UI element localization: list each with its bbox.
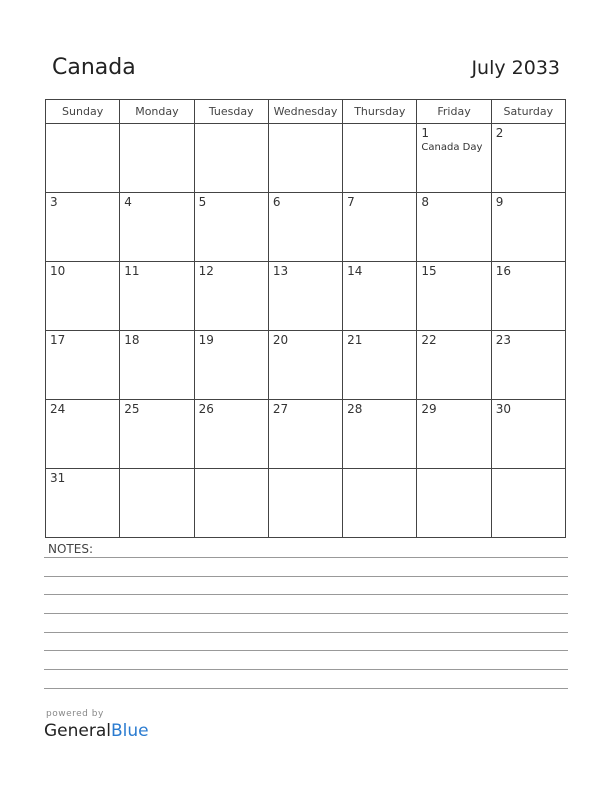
day-cell <box>343 262 417 331</box>
day-cell <box>194 331 268 400</box>
week-row <box>46 124 566 193</box>
weekday-header-row <box>46 100 566 124</box>
day-number: 12 <box>198 264 214 278</box>
day-number: 31 <box>50 471 66 485</box>
brand-blue: Blue <box>111 721 149 741</box>
day-number: 13 <box>272 264 289 278</box>
country-title: Canada <box>52 55 136 80</box>
day-cell <box>120 124 194 193</box>
day-cell <box>46 469 120 538</box>
note-line <box>44 576 568 577</box>
day-cell <box>343 193 417 262</box>
day-cell <box>343 124 417 193</box>
day-number: 30 <box>495 402 511 416</box>
day-number: 8 <box>421 195 430 209</box>
day-cell <box>194 400 268 469</box>
day-number: 28 <box>347 402 363 416</box>
day-number: 15 <box>421 264 437 278</box>
note-line <box>44 557 568 558</box>
day-cell <box>343 400 417 469</box>
day-cell <box>491 400 565 469</box>
day-number: 20 <box>272 333 289 347</box>
day-number: 29 <box>421 402 437 416</box>
day-cell <box>417 400 491 469</box>
day-cell <box>343 331 417 400</box>
month-year-title: July 2033 <box>471 57 560 79</box>
note-line <box>44 650 568 651</box>
day-number: 27 <box>272 402 289 416</box>
day-cell <box>194 193 268 262</box>
day-cell <box>120 262 194 331</box>
calendar-body <box>46 124 566 538</box>
weekday-header: Friday <box>417 100 491 124</box>
brand-general: General <box>44 721 111 741</box>
day-number: 11 <box>124 264 140 278</box>
day-cell <box>417 262 491 331</box>
day-cell <box>343 469 417 538</box>
day-cell <box>268 469 342 538</box>
day-number: 22 <box>421 333 437 347</box>
powered-by-text: powered by <box>46 709 104 719</box>
note-line <box>44 594 568 595</box>
day-number: 10 <box>50 264 66 278</box>
day-cell <box>268 193 342 262</box>
day-number: 14 <box>347 264 363 278</box>
weekday-header: Sunday <box>46 100 120 124</box>
notes-label: NOTES: <box>48 542 93 556</box>
day-cell <box>491 193 565 262</box>
calendar-grid <box>45 99 566 538</box>
day-number: 25 <box>124 402 140 416</box>
day-cell <box>491 469 565 538</box>
day-cell <box>120 400 194 469</box>
day-cell <box>268 331 342 400</box>
day-cell <box>46 400 120 469</box>
day-number: 16 <box>495 264 511 278</box>
holiday-label: Canada Day <box>421 142 483 153</box>
day-number: 21 <box>347 333 363 347</box>
day-number: 19 <box>198 333 214 347</box>
week-row <box>46 469 566 538</box>
day-number: 9 <box>495 195 504 209</box>
day-number: 18 <box>124 333 140 347</box>
day-cell <box>491 262 565 331</box>
day-cell <box>491 124 565 193</box>
day-cell <box>120 331 194 400</box>
day-cell <box>417 193 491 262</box>
day-cell <box>417 469 491 538</box>
day-number: 5 <box>198 195 207 209</box>
day-cell <box>268 124 342 193</box>
weekday-header: Monday <box>120 100 194 124</box>
day-number: 23 <box>495 333 511 347</box>
day-cell <box>417 124 491 193</box>
day-cell <box>194 262 268 331</box>
day-number: 7 <box>347 195 355 209</box>
day-number: 6 <box>272 195 281 209</box>
day-cell <box>268 400 342 469</box>
weekday-header: Saturday <box>491 100 565 124</box>
day-cell <box>194 469 268 538</box>
brand-logo <box>44 721 149 741</box>
weekday-header: Wednesday <box>268 100 342 124</box>
day-cell <box>417 331 491 400</box>
day-number: 26 <box>198 402 214 416</box>
day-number: 4 <box>124 195 132 209</box>
day-number: 1 <box>421 126 430 140</box>
day-cell <box>120 193 194 262</box>
week-row <box>46 331 566 400</box>
note-line <box>44 688 568 689</box>
day-cell <box>46 124 120 193</box>
note-line <box>44 669 568 670</box>
day-number: 2 <box>495 126 504 140</box>
day-number: 17 <box>50 333 66 347</box>
day-cell <box>194 124 268 193</box>
day-cell <box>268 262 342 331</box>
day-number: 24 <box>50 402 66 416</box>
day-cell <box>491 331 565 400</box>
day-number: 3 <box>50 195 58 209</box>
day-cell <box>120 469 194 538</box>
weekday-header: Tuesday <box>194 100 268 124</box>
day-cell <box>46 262 120 331</box>
week-row <box>46 400 566 469</box>
week-row <box>46 193 566 262</box>
week-row <box>46 262 566 331</box>
note-line <box>44 632 568 633</box>
day-cell <box>46 193 120 262</box>
note-line <box>44 613 568 614</box>
weekday-header: Thursday <box>343 100 417 124</box>
day-cell <box>46 331 120 400</box>
